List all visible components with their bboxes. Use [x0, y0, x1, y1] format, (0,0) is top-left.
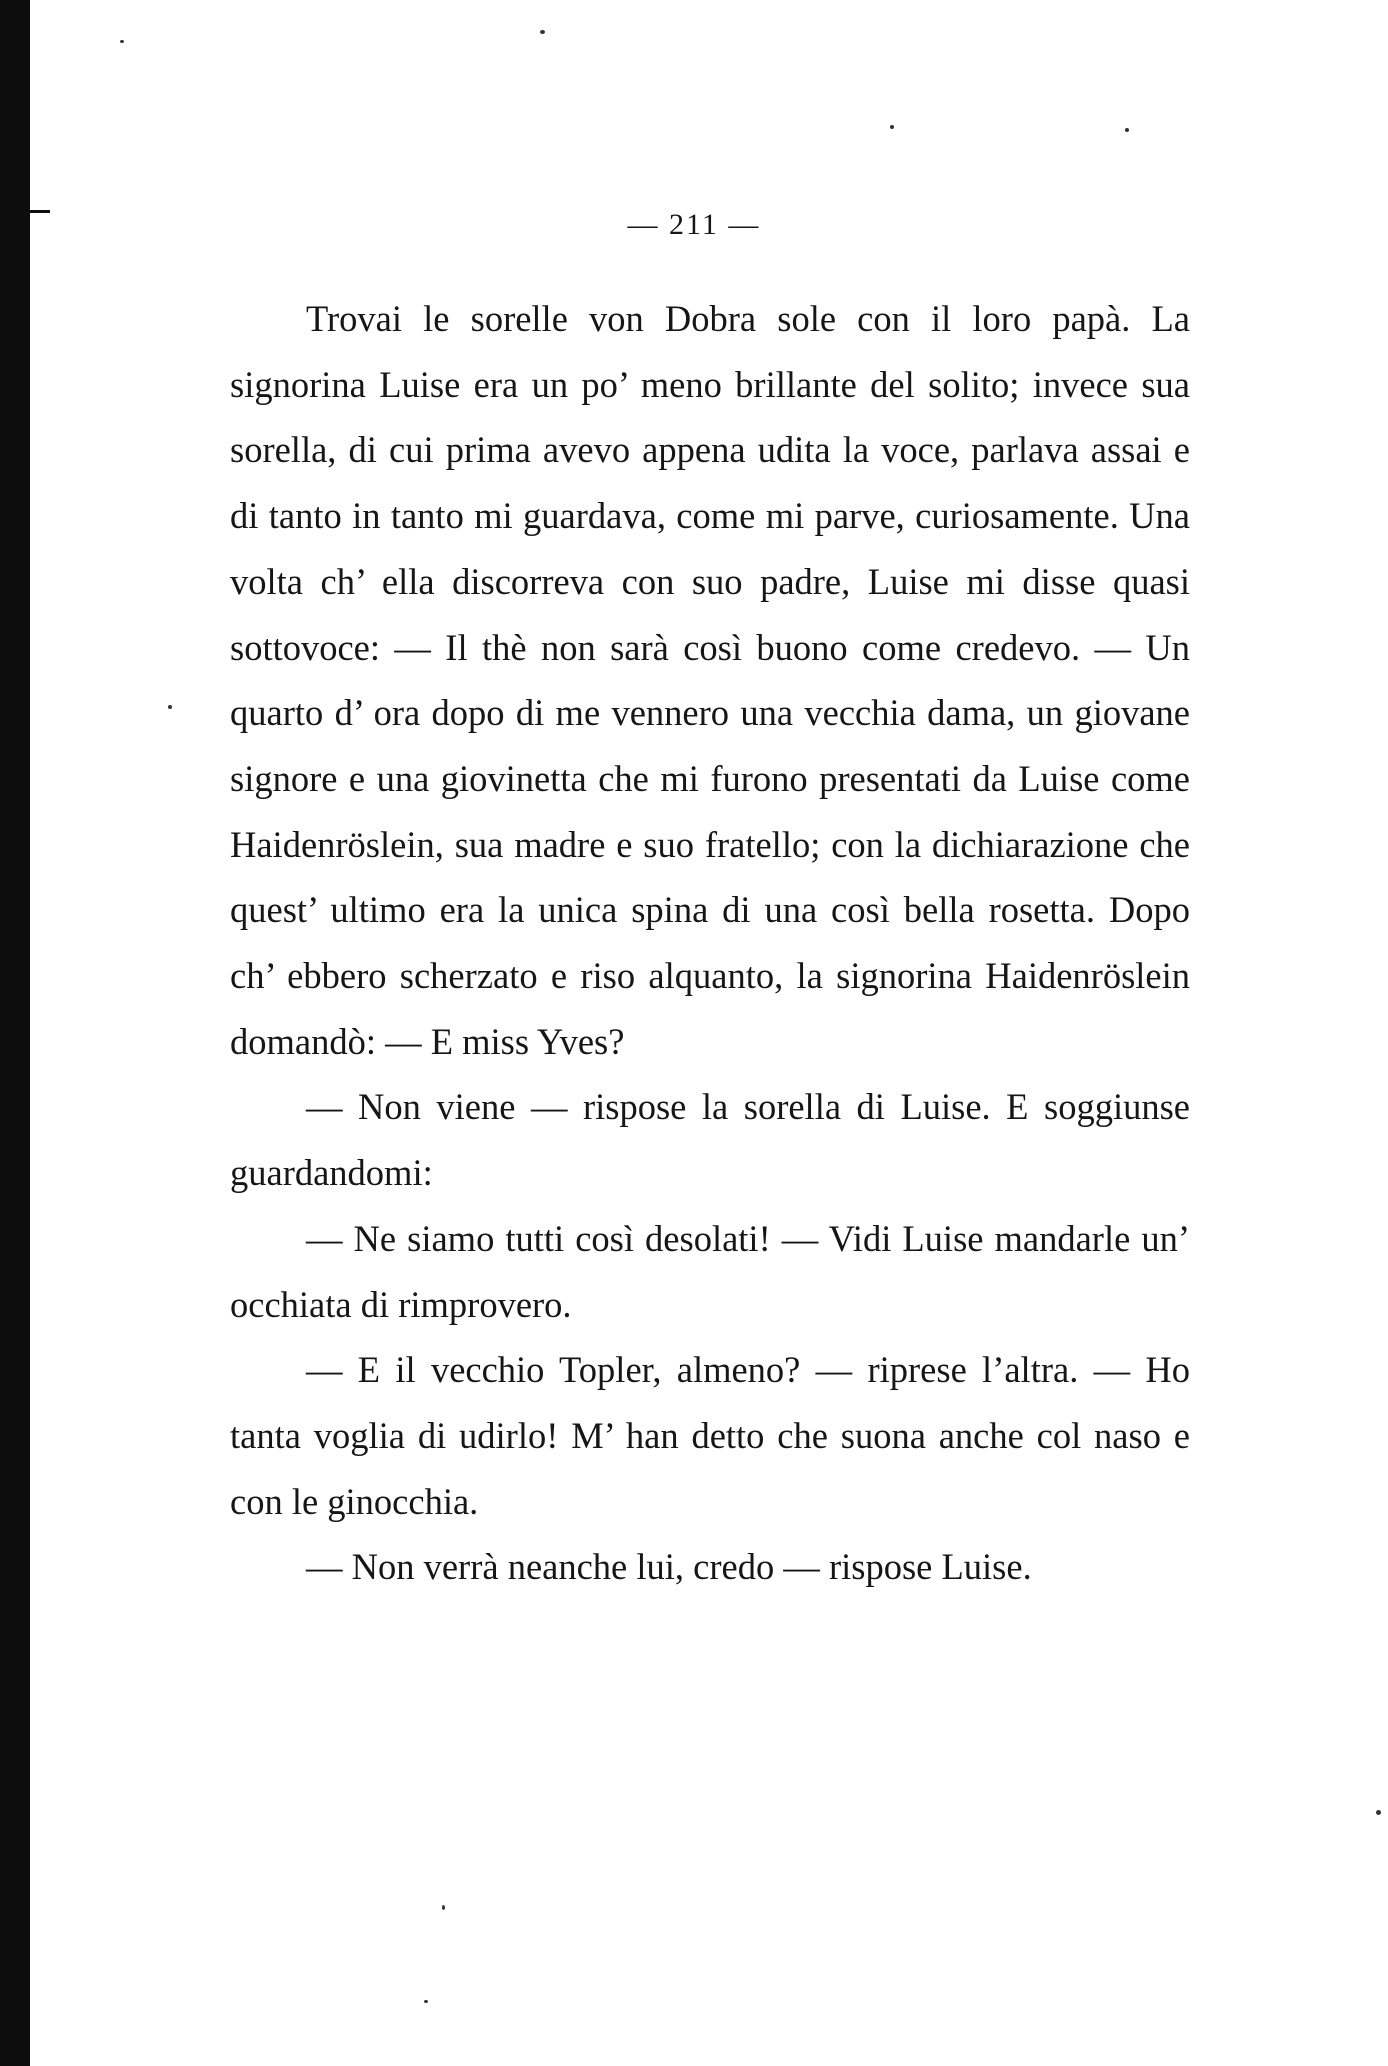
print-speck: [890, 125, 894, 129]
print-speck: [1125, 128, 1129, 132]
paragraph: Trovai le sorelle von Dobra sole con il loro papà. La signorina Luise era un po’ meno brillante del solito; invece sua sorella, di cui prima avevo appena udita la voce, parlava assai e di tanto in tanto mi guardava, come mi parve, curiosamente. Una volta ch’ ella discorreva con suo padre, Luise mi disse quasi sottovoce: — Il thè non sarà così buono come credevo. — Un quarto d’ ora dopo di me vennero una vecchia dama, un giovane signore e una giovinetta che mi furono presentati da Luise come Haidenröslein, sua madre e suo fratello; con la dichiarazione che quest’ ultimo era la unica spina di una così bella rosetta. Dopo ch’ ebbero scherzato e riso alquanto, la signorina Haidenröslein domandò: — E miss Yves?: [230, 298, 1190, 1062]
page-number: — 211 —: [627, 208, 761, 241]
print-speck: [1376, 1810, 1381, 1815]
paragraph: — Ne siamo tutti così desolati! — Vidi Luise mandarle un’ occhiata di rimprovero.: [230, 1217, 1190, 1325]
paragraph: — Non verrà neanche lui, credo — rispose Luise.: [306, 1546, 1032, 1588]
print-speck: [120, 40, 124, 43]
paragraph: — E il vecchio Topler, almeno? — riprese l’altra. — Ho tanta voglia di udirlo! M’ han detto che suona anche col naso e con le ginocchia.: [230, 1349, 1190, 1522]
print-speck: [424, 2000, 428, 2003]
print-speck: [168, 705, 172, 709]
paragraph: — Non viene — rispose la sorella di Luise. E soggiunse guardandomi:: [230, 1086, 1190, 1194]
body-text: [230, 286, 1190, 1600]
print-speck: [442, 1905, 445, 1910]
page-edge-shadow: [0, 0, 30, 2066]
print-speck: [540, 30, 545, 34]
